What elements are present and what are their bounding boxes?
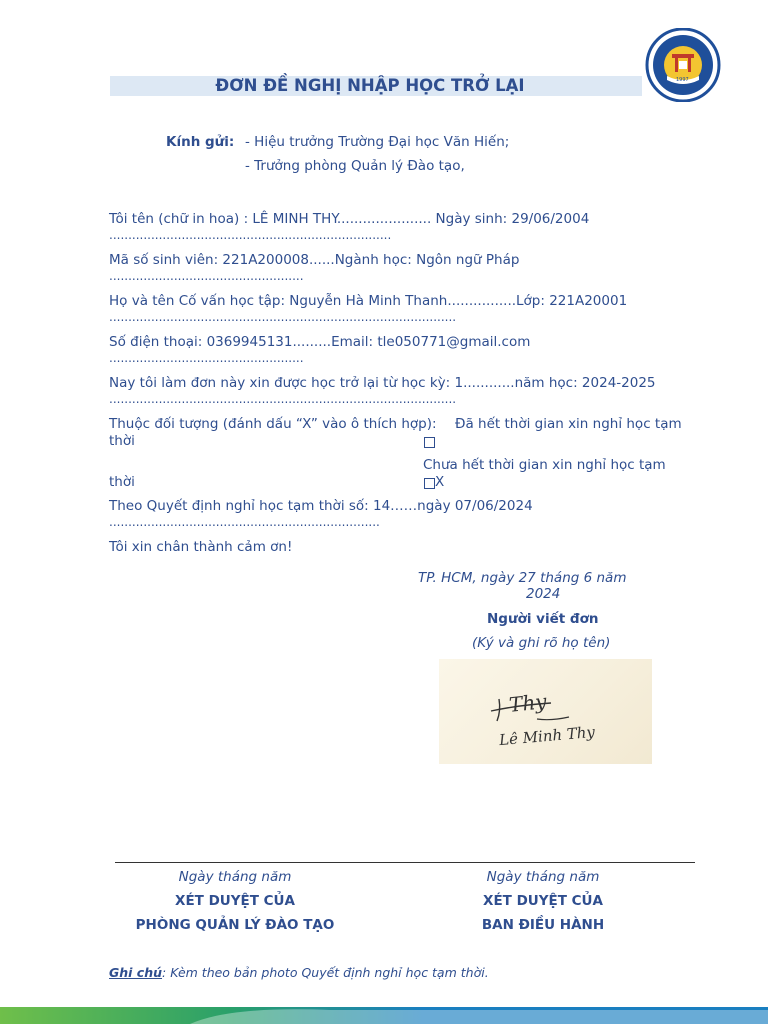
decision-line: Theo Quyết định nghỉ học tạm thời số: 14……ngày 07/06/2024 (109, 498, 533, 514)
left-approval-title-2: PHÒNG QUẢN LÝ ĐÀO TẠO (135, 917, 335, 933)
place-date: TP. HCM, ngày 27 tháng 6 năm (418, 570, 627, 586)
writer-label: Người viết đơn (487, 611, 599, 627)
signature-image (439, 659, 652, 764)
page-title: ĐƠN ĐỀ NGHỊ NHẬP HỌC TRỞ LẠI (215, 76, 525, 95)
option-2-pre: thời (109, 474, 135, 490)
advisor-line: Họ và tên Cố vấn học tập: Nguyễn Hà Minh Thanh................Lớp: 221A20001 (109, 293, 628, 309)
university-logo (643, 28, 723, 102)
phone-dots: ................................................... (109, 351, 304, 365)
note-text: : Kèm theo bản photo Quyết định nghỉ học tạm thời. (162, 965, 489, 980)
phone-line: Số điện thoại: 0369945131.........Email: tle050771@gmail.com (109, 334, 531, 350)
writer-note: (Ký và ghi rõ họ tên) (472, 635, 611, 651)
left-approval-title-1: XÉT DUYỆT CỦA (175, 893, 295, 909)
recipient-label: Kính gửi: (166, 134, 235, 150)
note-label: Ghi chú (109, 965, 163, 980)
object-label: Thuộc đối tượng (đánh dấu “X” vào ô thích hợp): (109, 416, 437, 432)
right-approval-date: Ngày tháng năm (486, 869, 600, 885)
term-line: Nay tôi làm đơn này xin được học trở lại từ học kỳ: 1............năm học: 2024-2025 (109, 375, 656, 391)
student-dots: ................................................... (109, 269, 304, 283)
divider (115, 862, 695, 863)
thanks-line: Tôi xin chân thành cảm ơn! (109, 539, 293, 555)
right-approval-title-1: XÉT DUYỆT CỦA (483, 893, 603, 909)
option-2-mark: X (435, 474, 445, 490)
place-date-year: 2024 (526, 586, 561, 602)
footer-wave (0, 1004, 768, 1024)
recipient-line-2: - Trưởng phòng Quản lý Đào tạo, (245, 158, 465, 174)
option-2-text: Chưa hết thời gian xin nghỉ học tạm (423, 457, 666, 473)
right-approval-title-2: BAN ĐIỀU HÀNH (481, 917, 605, 933)
decision-dots: ....................................................................... (109, 515, 380, 529)
option-1-checkbox[interactable] (424, 437, 435, 448)
recipient-line-1: - Hiệu trưởng Trường Đại học Văn Hiến; (245, 134, 510, 150)
name-dots: .......................................................................... (109, 228, 392, 242)
logo-year: 1997 (676, 77, 689, 83)
signature-scribble: Thy (507, 689, 548, 717)
advisor-dots: ........................................................................................... (109, 310, 457, 324)
signature-name: Lê Minh Thy (498, 722, 596, 750)
option-2-checkbox[interactable] (424, 478, 435, 489)
name-line: Tôi tên (chữ in hoa) : LÊ MINH THY...................... Ngày sinh: 29/06/2004 (109, 211, 590, 227)
term-dots: ........................................................................................... (109, 392, 457, 406)
note-line (109, 965, 489, 980)
object-wrap: thời (109, 433, 135, 449)
left-approval-date: Ngày tháng năm (178, 869, 292, 885)
student-line: Mã số sinh viên: 221A200008......Ngành học: Ngôn ngữ Pháp (109, 252, 520, 268)
option-1-text: Đã hết thời gian xin nghỉ học tạm (455, 416, 682, 432)
